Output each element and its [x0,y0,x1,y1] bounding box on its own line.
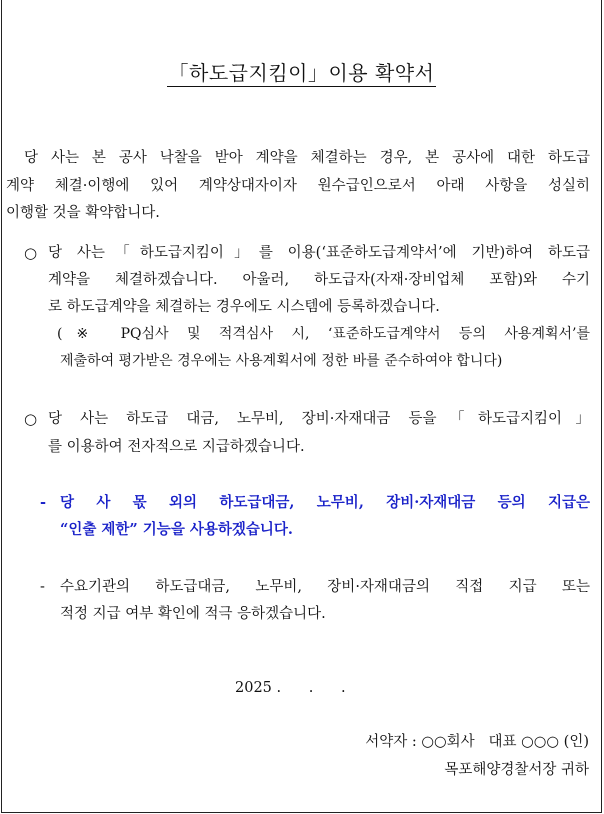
intro-line-2: 계약 체결·이행에 있어 계약상대자이자 원수급인으로서 아래 사항을 성실히 [6,178,590,194]
date-line: 2025 . . . [235,680,346,696]
intro-line-3: 이행할 것을 확약합니다. [6,205,160,221]
item1-line-3: 로 하도급계약을 체결하는 경우에도 시스템에 등록하겠습니다. [48,299,440,315]
agreement-page [1,0,602,813]
dash-bullet-icon: - [40,494,47,511]
item2-blue-line-2: “인출 제한” 기능을 사용하겠습니다. [60,521,293,538]
item2-blue-line-1: 당 사 몫 외의 하도급대금, 노무비, 장비·자재대금 등의 지급은 [60,494,590,511]
item2-plain-line-2: 적정 지급 여부 확인에 적극 응하겠습니다. [60,606,326,622]
signer-line: 서약자 : ○○회사 대표 ○○○ (인) [365,734,589,750]
item1-note-line-2: 제출하여 평가받은 경우에는 사용계획서에 정한 바를 준수하여야 합니다) [60,353,503,369]
item2-line-2: 를 이용하여 전자적으로 지급하겠습니다. [48,439,305,455]
item2-plain-line-1: 수요기관의 하도급대금, 노무비, 장비·자재대금의 직접 지급 또는 [60,579,590,595]
document-title: 「하도급지킴이」이용 확약서 [168,61,435,85]
dash-bullet-icon: - [40,579,45,595]
circle-bullet-icon: ○ [24,244,38,262]
circle-bullet-icon: ○ [24,410,38,428]
item1-line-1: 당 사는「하도급지킴이」를 이용(‘표준하도급계약서’에 기반)하여 하도급 [48,245,590,261]
intro-line-1: 당 사는 본 공사 낙찰을 받아 계약을 체결하는 경우, 본 공사에 대한 하도급 [24,150,590,166]
item1-note-line-1: (※ PQ심사 및 적격심사 시, ‘표준하도급계약서 등의 사용계획서’를 [57,326,590,342]
recipient-line: 목포해양경찰서장 귀하 [444,762,589,778]
item2-line-1: 당 사는 하도급 대금, 노무비, 장비·자재대금 등을「하도급지킴이」 [48,411,590,427]
item1-line-2: 계약을 체결하겠습니다. 아울러, 하도급자(자재·장비업체 포함)와 수기 [48,272,590,288]
